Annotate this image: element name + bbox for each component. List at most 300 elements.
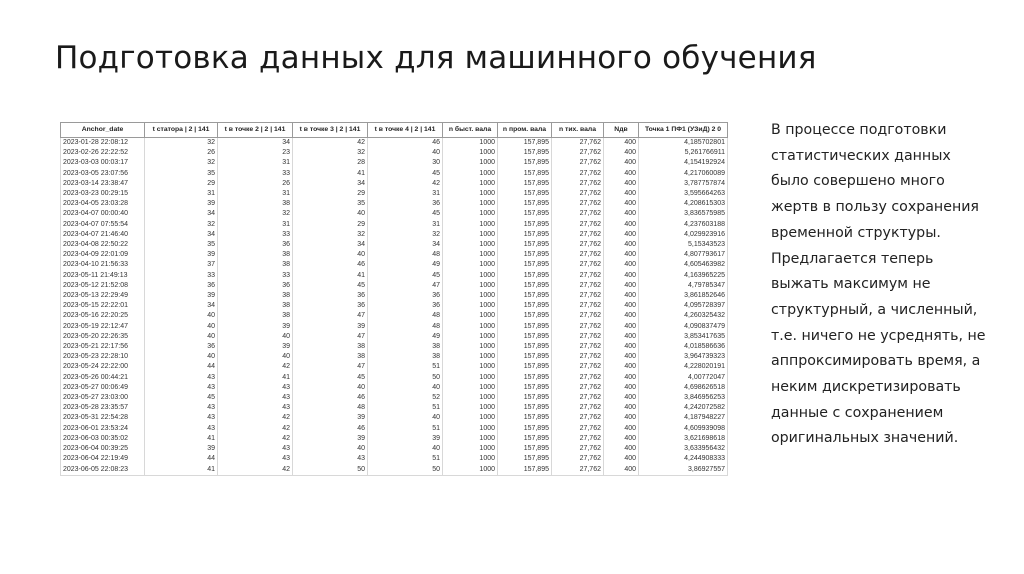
table-row <box>61 240 728 250</box>
table-cell: 39 <box>218 322 293 332</box>
table-cell: 32 <box>145 138 218 149</box>
table-cell: 157,895 <box>498 434 552 444</box>
table-cell: 36 <box>293 291 368 301</box>
table-row <box>61 311 728 321</box>
table-cell: 27,762 <box>552 373 604 383</box>
table-cell: 2023-05-16 22:20:25 <box>61 311 145 321</box>
data-table <box>60 122 728 476</box>
description-text: В процессе подготовки статистических данных было совершено много жертв в пользу сохранения временной структуры. Предлагается теперь выжать максимум не структурный, а численный, т.е. ничего не усреднять, не аппроксимировать время, а неким дискретизировать данные с сохранением оригинальных значений. <box>771 122 986 447</box>
table-cell: 1000 <box>443 271 498 281</box>
table-row <box>61 413 728 423</box>
table-cell: 4,217060089 <box>639 169 728 179</box>
table-cell: 43 <box>293 454 368 464</box>
table-cell: 2023-03-23 00:29:15 <box>61 189 145 199</box>
table-cell: 34 <box>145 230 218 240</box>
table-cell: 400 <box>604 189 639 199</box>
table-cell: 2023-06-05 22:08:23 <box>61 465 145 476</box>
table-cell: 27,762 <box>552 352 604 362</box>
table-cell: 51 <box>368 403 443 413</box>
table-cell: 400 <box>604 301 639 311</box>
table-cell: 40 <box>293 444 368 454</box>
table-cell: 33 <box>218 230 293 240</box>
table-row <box>61 179 728 189</box>
table-cell: 4,018586636 <box>639 342 728 352</box>
table-cell: 4,208615303 <box>639 199 728 209</box>
table-cell: 27,762 <box>552 199 604 209</box>
table-cell: 400 <box>604 332 639 342</box>
table-cell: 400 <box>604 454 639 464</box>
table-cell: 38 <box>218 311 293 321</box>
table-cell: 1000 <box>443 179 498 189</box>
table-cell: 40 <box>145 352 218 362</box>
table-cell: 36 <box>368 199 443 209</box>
table-cell: 157,895 <box>498 332 552 342</box>
table-cell: 27,762 <box>552 138 604 149</box>
table-cell: 2023-04-08 22:50:22 <box>61 240 145 250</box>
table-cell: 40 <box>368 413 443 423</box>
table-cell: 27,762 <box>552 291 604 301</box>
table-cell: 27,762 <box>552 424 604 434</box>
table-cell: 1000 <box>443 332 498 342</box>
table-cell: 39 <box>293 434 368 444</box>
table-cell: 400 <box>604 352 639 362</box>
table-cell: 2023-05-15 22:22:01 <box>61 301 145 311</box>
table-cell: 50 <box>368 465 443 476</box>
table-cell: 1000 <box>443 413 498 423</box>
table-row <box>61 169 728 179</box>
table-cell: 50 <box>293 465 368 476</box>
table-cell: 43 <box>145 424 218 434</box>
table-cell: 3,846956253 <box>639 393 728 403</box>
table-cell: 1000 <box>443 393 498 403</box>
table-cell: 40 <box>145 311 218 321</box>
table-cell: 1000 <box>443 148 498 158</box>
table-row <box>61 291 728 301</box>
table-cell: 36 <box>218 240 293 250</box>
table-cell: 2023-03-05 23:07:56 <box>61 169 145 179</box>
table-cell: 32 <box>145 158 218 168</box>
table-cell: 39 <box>218 342 293 352</box>
table-cell: 43 <box>218 403 293 413</box>
table-cell: 42 <box>218 465 293 476</box>
table-row <box>61 383 728 393</box>
table-row <box>61 465 728 476</box>
table-cell: 38 <box>218 260 293 270</box>
table-cell: 43 <box>145 413 218 423</box>
table-cell: 157,895 <box>498 138 552 149</box>
table-row <box>61 454 728 464</box>
table-cell: 45 <box>293 281 368 291</box>
table-cell: 157,895 <box>498 373 552 383</box>
table-cell: 400 <box>604 138 639 149</box>
table-cell: 46 <box>293 424 368 434</box>
table-cell: 157,895 <box>498 281 552 291</box>
table-row <box>61 260 728 270</box>
table-cell: 29 <box>145 179 218 189</box>
table-cell: 43 <box>218 444 293 454</box>
table-cell: 45 <box>145 393 218 403</box>
table-cell: 47 <box>368 281 443 291</box>
column-header: n быст. вала <box>443 123 498 138</box>
table-cell: 33 <box>218 271 293 281</box>
table-cell: 157,895 <box>498 220 552 230</box>
table-cell: 27,762 <box>552 332 604 342</box>
table-cell: 400 <box>604 444 639 454</box>
table-cell: 34 <box>218 138 293 149</box>
column-header: t статора | 2 | 141 <box>145 123 218 138</box>
table-cell: 35 <box>145 169 218 179</box>
table-row <box>61 250 728 260</box>
table-cell: 34 <box>145 301 218 311</box>
table-row <box>61 332 728 342</box>
table-cell: 400 <box>604 291 639 301</box>
table-row <box>61 158 728 168</box>
table-cell: 34 <box>293 240 368 250</box>
table-cell: 4,095728397 <box>639 301 728 311</box>
table-cell: 27,762 <box>552 148 604 158</box>
table-cell: 2023-05-23 22:28:10 <box>61 352 145 362</box>
table-cell: 2023-05-11 21:49:13 <box>61 271 145 281</box>
table-cell: 36 <box>293 301 368 311</box>
table-cell: 34 <box>368 240 443 250</box>
table-cell: 2023-02-26 22:22:52 <box>61 148 145 158</box>
table-cell: 2023-04-10 21:56:33 <box>61 260 145 270</box>
column-header: n тих. вала <box>552 123 604 138</box>
table-row <box>61 373 728 383</box>
table-cell: 35 <box>293 199 368 209</box>
table-cell: 27,762 <box>552 240 604 250</box>
table-cell: 4,228020191 <box>639 362 728 372</box>
table-cell: 400 <box>604 209 639 219</box>
table-cell: 157,895 <box>498 199 552 209</box>
table-cell: 29 <box>293 189 368 199</box>
table-row <box>61 189 728 199</box>
table-cell: 39 <box>145 444 218 454</box>
table-cell: 1000 <box>443 373 498 383</box>
table-cell: 45 <box>368 271 443 281</box>
table-cell: 400 <box>604 148 639 158</box>
table-cell: 157,895 <box>498 424 552 434</box>
table-cell: 157,895 <box>498 444 552 454</box>
table-cell: 2023-05-26 00:44:21 <box>61 373 145 383</box>
table-cell: 45 <box>293 373 368 383</box>
table-cell: 39 <box>293 413 368 423</box>
table-cell: 4,807793617 <box>639 250 728 260</box>
table-cell: 157,895 <box>498 413 552 423</box>
table-cell: 400 <box>604 240 639 250</box>
table-cell: 157,895 <box>498 352 552 362</box>
table-cell: 157,895 <box>498 403 552 413</box>
table-cell: 48 <box>368 311 443 321</box>
table-cell: 3,836575985 <box>639 209 728 219</box>
table-cell: 157,895 <box>498 454 552 464</box>
table-cell: 27,762 <box>552 209 604 219</box>
table-cell: 40 <box>368 383 443 393</box>
table-cell: 26 <box>145 148 218 158</box>
table-cell: 29 <box>293 220 368 230</box>
slide-title: Подготовка данных для машинного обучения <box>55 40 817 76</box>
table-cell: 400 <box>604 434 639 444</box>
table-cell: 40 <box>293 250 368 260</box>
table-cell: 33 <box>218 169 293 179</box>
table-cell: 38 <box>218 250 293 260</box>
table-cell: 1000 <box>443 403 498 413</box>
table-cell: 23 <box>218 148 293 158</box>
table-cell: 40 <box>293 209 368 219</box>
table-cell: 400 <box>604 179 639 189</box>
table-cell: 42 <box>218 424 293 434</box>
table-cell: 2023-05-28 23:35:57 <box>61 403 145 413</box>
table-cell: 48 <box>368 250 443 260</box>
table-cell: 50 <box>368 373 443 383</box>
table-cell: 35 <box>145 240 218 250</box>
table-cell: 40 <box>218 332 293 342</box>
table-cell: 27,762 <box>552 220 604 230</box>
table-cell: 400 <box>604 169 639 179</box>
table-cell: 4,609939098 <box>639 424 728 434</box>
table-cell: 4,163965225 <box>639 271 728 281</box>
table-cell: 5,261766911 <box>639 148 728 158</box>
table-row <box>61 434 728 444</box>
table-cell: 4,605463982 <box>639 260 728 270</box>
table-row <box>61 230 728 240</box>
table-cell: 157,895 <box>498 465 552 476</box>
table-cell: 3,787757874 <box>639 179 728 189</box>
table-cell: 1000 <box>443 220 498 230</box>
table-cell: 157,895 <box>498 342 552 352</box>
table-cell: 31 <box>368 220 443 230</box>
table-cell: 43 <box>145 403 218 413</box>
table-cell: 27,762 <box>552 342 604 352</box>
table-cell: 4,244908333 <box>639 454 728 464</box>
data-table-container <box>60 122 728 476</box>
table-cell: 400 <box>604 158 639 168</box>
table-cell: 157,895 <box>498 322 552 332</box>
table-cell: 157,895 <box>498 291 552 301</box>
table-cell: 48 <box>293 403 368 413</box>
table-cell: 51 <box>368 362 443 372</box>
table-cell: 2023-04-07 00:00:40 <box>61 209 145 219</box>
table-cell: 47 <box>293 362 368 372</box>
table-cell: 34 <box>145 209 218 219</box>
table-cell: 400 <box>604 362 639 372</box>
table-cell: 4,187948227 <box>639 413 728 423</box>
table-row <box>61 424 728 434</box>
table-cell: 400 <box>604 383 639 393</box>
table-cell: 46 <box>368 138 443 149</box>
table-cell: 1000 <box>443 281 498 291</box>
table-cell: 400 <box>604 342 639 352</box>
table-cell: 1000 <box>443 189 498 199</box>
table-row <box>61 209 728 219</box>
table-cell: 40 <box>368 148 443 158</box>
table-cell: 1000 <box>443 322 498 332</box>
table-cell: 46 <box>293 260 368 270</box>
table-cell: 1000 <box>443 301 498 311</box>
table-cell: 41 <box>293 271 368 281</box>
table-cell: 52 <box>368 393 443 403</box>
table-cell: 400 <box>604 413 639 423</box>
table-cell: 2023-04-07 21:46:40 <box>61 230 145 240</box>
table-cell: 400 <box>604 465 639 476</box>
table-cell: 27,762 <box>552 393 604 403</box>
table-cell: 1000 <box>443 434 498 444</box>
table-cell: 27,762 <box>552 301 604 311</box>
table-cell: 157,895 <box>498 250 552 260</box>
table-cell: 400 <box>604 373 639 383</box>
table-cell: 400 <box>604 271 639 281</box>
table-cell: 157,895 <box>498 383 552 393</box>
table-cell: 43 <box>218 383 293 393</box>
table-cell: 31 <box>368 189 443 199</box>
table-cell: 1000 <box>443 260 498 270</box>
table-cell: 1000 <box>443 465 498 476</box>
table-cell: 36 <box>145 281 218 291</box>
table-cell: 36 <box>218 281 293 291</box>
table-cell: 27,762 <box>552 362 604 372</box>
table-cell: 1000 <box>443 424 498 434</box>
table-cell: 400 <box>604 403 639 413</box>
table-cell: 2023-06-04 00:39:25 <box>61 444 145 454</box>
table-cell: 4,154192924 <box>639 158 728 168</box>
table-cell: 41 <box>218 373 293 383</box>
table-cell: 1000 <box>443 158 498 168</box>
table-cell: 4,242072582 <box>639 403 728 413</box>
table-cell: 39 <box>145 250 218 260</box>
table-row <box>61 342 728 352</box>
table-cell: 4,185702801 <box>639 138 728 149</box>
table-cell: 27,762 <box>552 189 604 199</box>
column-header: t в точке 4 | 2 | 141 <box>368 123 443 138</box>
table-cell: 31 <box>145 189 218 199</box>
table-cell: 27,762 <box>552 454 604 464</box>
table-cell: 1000 <box>443 311 498 321</box>
table-cell: 1000 <box>443 291 498 301</box>
table-cell: 157,895 <box>498 158 552 168</box>
table-cell: 4,79785347 <box>639 281 728 291</box>
table-cell: 2023-03-03 00:03:17 <box>61 158 145 168</box>
table-row <box>61 444 728 454</box>
column-header: n пром. вала <box>498 123 552 138</box>
table-cell: 41 <box>145 465 218 476</box>
table-cell: 1000 <box>443 342 498 352</box>
table-cell: 157,895 <box>498 393 552 403</box>
table-cell: 43 <box>218 393 293 403</box>
table-cell: 39 <box>145 291 218 301</box>
table-body <box>61 138 728 476</box>
table-cell: 49 <box>368 260 443 270</box>
table-cell: 40 <box>368 444 443 454</box>
table-row <box>61 352 728 362</box>
table-cell: 51 <box>368 424 443 434</box>
table-cell: 45 <box>368 209 443 219</box>
table-cell: 1000 <box>443 250 498 260</box>
table-cell: 41 <box>293 169 368 179</box>
table-cell: 46 <box>293 393 368 403</box>
table-cell: 5,15343523 <box>639 240 728 250</box>
table-cell: 31 <box>218 220 293 230</box>
table-cell: 2023-06-04 22:19:49 <box>61 454 145 464</box>
table-cell: 43 <box>218 454 293 464</box>
table-cell: 1000 <box>443 352 498 362</box>
table-cell: 400 <box>604 393 639 403</box>
table-cell: 42 <box>368 179 443 189</box>
table-cell: 42 <box>218 362 293 372</box>
table-cell: 40 <box>293 383 368 393</box>
table-cell: 32 <box>293 230 368 240</box>
table-row <box>61 322 728 332</box>
table-cell: 39 <box>145 199 218 209</box>
table-cell: 2023-03-14 23:38:47 <box>61 179 145 189</box>
table-cell: 28 <box>293 158 368 168</box>
table-row <box>61 148 728 158</box>
table-cell: 157,895 <box>498 230 552 240</box>
table-cell: 43 <box>145 373 218 383</box>
table-cell: 38 <box>368 352 443 362</box>
table-cell: 400 <box>604 230 639 240</box>
column-header: t в точке 2 | 2 | 141 <box>218 123 293 138</box>
table-cell: 1000 <box>443 240 498 250</box>
table-cell: 400 <box>604 424 639 434</box>
table-cell: 38 <box>218 301 293 311</box>
column-header: Точка 1 ПФ1 (УЗиД) 2 0 <box>639 123 728 138</box>
table-row <box>61 199 728 209</box>
table-cell: 47 <box>293 332 368 342</box>
table-cell: 2023-05-12 21:52:08 <box>61 281 145 291</box>
table-cell: 31 <box>218 189 293 199</box>
table-cell: 39 <box>368 434 443 444</box>
table-row <box>61 403 728 413</box>
column-header: t в точке 3 | 2 | 141 <box>293 123 368 138</box>
table-cell: 1000 <box>443 138 498 149</box>
table-cell: 157,895 <box>498 179 552 189</box>
table-cell: 4,00772047 <box>639 373 728 383</box>
table-cell: 48 <box>368 322 443 332</box>
column-header: Anchor_date <box>61 123 145 138</box>
table-cell: 27,762 <box>552 271 604 281</box>
table-row <box>61 301 728 311</box>
table-cell: 27,762 <box>552 260 604 270</box>
table-cell: 36 <box>368 301 443 311</box>
table-cell: 3,964739323 <box>639 352 728 362</box>
table-cell: 27,762 <box>552 311 604 321</box>
table-cell: 44 <box>145 454 218 464</box>
table-cell: 1000 <box>443 199 498 209</box>
table-cell: 2023-05-27 00:06:49 <box>61 383 145 393</box>
table-cell: 44 <box>145 362 218 372</box>
table-cell: 400 <box>604 250 639 260</box>
table-cell: 38 <box>218 291 293 301</box>
table-cell: 38 <box>293 352 368 362</box>
table-cell: 40 <box>145 322 218 332</box>
table-cell: 49 <box>368 332 443 342</box>
table-cell: 1000 <box>443 362 498 372</box>
table-cell: 2023-05-20 22:26:35 <box>61 332 145 342</box>
table-cell: 2023-06-03 00:35:02 <box>61 434 145 444</box>
table-cell: 42 <box>293 138 368 149</box>
table-row <box>61 281 728 291</box>
table-cell: 27,762 <box>552 465 604 476</box>
table-cell: 400 <box>604 281 639 291</box>
table-cell: 400 <box>604 199 639 209</box>
table-cell: 1000 <box>443 209 498 219</box>
table-cell: 27,762 <box>552 444 604 454</box>
table-cell: 3,853417635 <box>639 332 728 342</box>
table-cell: 2023-01-28 22:08:12 <box>61 138 145 149</box>
table-cell: 42 <box>218 434 293 444</box>
table-cell: 34 <box>293 179 368 189</box>
table-cell: 36 <box>368 291 443 301</box>
